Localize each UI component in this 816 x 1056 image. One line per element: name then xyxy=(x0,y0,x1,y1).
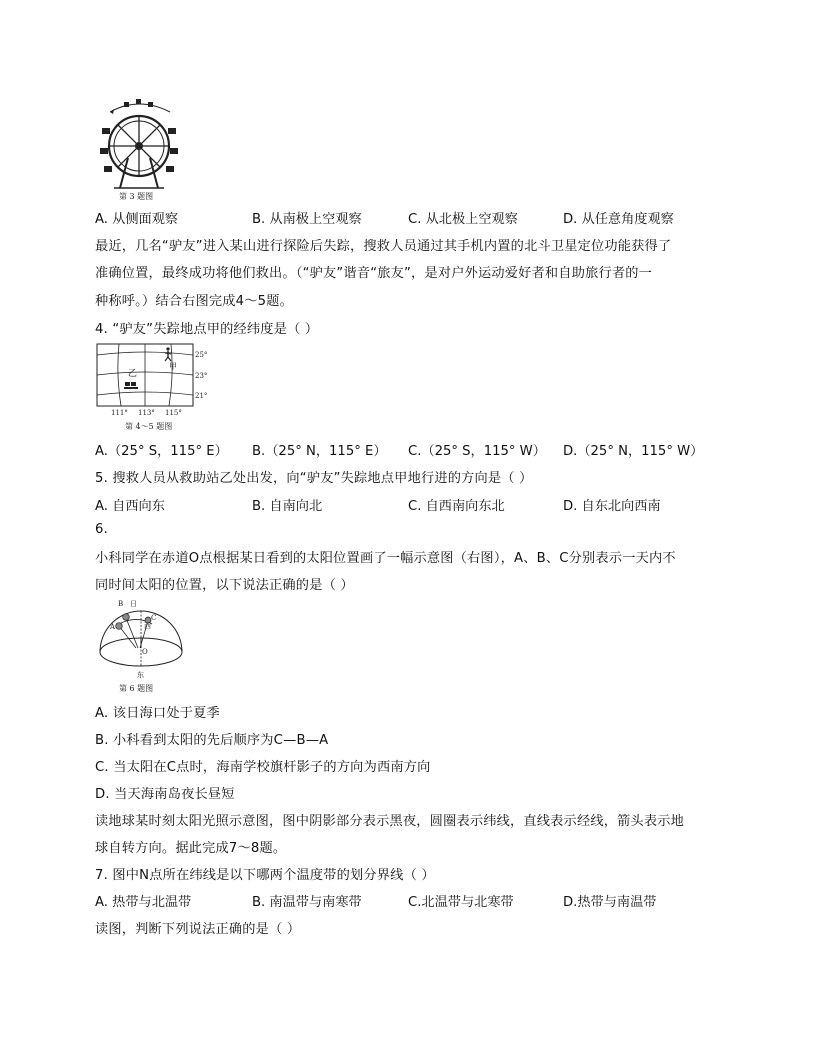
label-c: C xyxy=(151,614,157,622)
question-6-stem: 同时间太阳的位置，以下说法正确的是（ ） xyxy=(95,578,354,593)
passage-line: 球自转方向。据此完成7～8题。 xyxy=(95,841,287,856)
figure-caption: 第 4～5 题图 xyxy=(125,422,173,431)
option-b: B. 从南极上空观察 xyxy=(252,212,362,227)
question-6-stem: 小科同学在赤道O点根据某日看到的太阳位置画了一幅示意图（右图），A、B、C分别表示一天内不 xyxy=(95,551,676,566)
option-b: B. 南温带与南寒带 xyxy=(252,895,362,910)
sun-position-figure xyxy=(96,596,186,680)
option-a: A.（25° S，115° E） xyxy=(95,444,228,459)
label-o: O xyxy=(142,648,148,656)
lat-long-map-figure xyxy=(95,343,215,419)
place-jia-label: 甲 xyxy=(169,362,177,371)
lon-label-115: 115° xyxy=(165,409,182,417)
question-6-number: 6. xyxy=(95,522,108,537)
lat-label-25: 25° xyxy=(195,351,208,359)
option-d: D. 当天海南岛夜长昼短 xyxy=(95,787,235,802)
question-8-stem: 读图，判断下列说法正确的是（ ） xyxy=(95,922,301,937)
ferris-wheel-figure xyxy=(98,98,180,190)
figure-caption: 第 3 题图 xyxy=(119,192,154,201)
option-d: D. 从任意角度观察 xyxy=(563,212,674,227)
option-c: C.（25° S，115° W） xyxy=(408,444,546,459)
lat-label-23: 23° xyxy=(195,372,208,380)
option-d: D.（25° N，115° W） xyxy=(563,444,704,459)
label-west: 西 xyxy=(144,622,151,630)
figure-caption: 第 6 题图 xyxy=(119,684,154,693)
label-east: 东 xyxy=(137,671,144,679)
question-5-stem: 5. 搜救人员从救助站乙处出发，向“驴友”失踪地点甲地行进的方向是（ ） xyxy=(95,471,533,486)
option-c: C.北温带与北寒带 xyxy=(408,895,514,910)
place-yi-label: 乙 xyxy=(128,369,138,379)
rescue-station-icon xyxy=(124,382,138,389)
passage-line: 最近，几名“驴友”进入某山进行探险后失踪，搜救人员通过其手机内置的北斗卫星定位功能获得了 xyxy=(95,239,672,254)
option-c: C. 自西南向东北 xyxy=(408,499,505,514)
option-d: D.热带与南温带 xyxy=(563,895,657,910)
label-a: A xyxy=(110,623,116,631)
option-b: B.（25° N，115° E） xyxy=(252,444,387,459)
question-7-stem: 7. 图中N点所在纬线是以下哪两个温度带的划分界线（ ） xyxy=(95,868,435,883)
label-sun: 日 xyxy=(130,600,137,608)
option-a: A. 自西向东 xyxy=(95,499,165,514)
option-a: A. 热带与北温带 xyxy=(95,895,192,910)
lon-label-111: 111° xyxy=(111,409,128,417)
passage-line: 种称呼。）结合右图完成4～5题。 xyxy=(95,294,294,309)
option-c: C. 当太阳在C点时，海南学校旗杆影子的方向为西南方向 xyxy=(95,760,431,775)
option-a: A. 该日海口处于夏季 xyxy=(95,706,220,721)
option-b: B. 自南向北 xyxy=(252,499,323,514)
label-b: B xyxy=(118,600,124,608)
question-4-stem: 4. “驴友”失踪地点甲的经纬度是（ ） xyxy=(95,322,319,337)
option-b: B. 小科看到太阳的先后顺序为C—B—A xyxy=(95,733,329,748)
passage-line: 读地球某时刻太阳光照示意图，图中阴影部分表示黑夜，圆圈表示纬线，直线表示经线，箭头表示地 xyxy=(95,814,685,829)
option-c: C. 从北极上空观察 xyxy=(408,212,518,227)
lon-label-113: 113° xyxy=(138,409,155,417)
passage-line: 准确位置，最终成功将他们救出。（“驴友”谐音“旅友”，是对户外运动爱好者和自助旅行者的一 xyxy=(95,266,653,281)
option-a: A. 从侧面观察 xyxy=(95,212,179,227)
option-d: D. 自东北向西南 xyxy=(563,499,661,514)
lat-label-21: 21° xyxy=(195,392,208,400)
